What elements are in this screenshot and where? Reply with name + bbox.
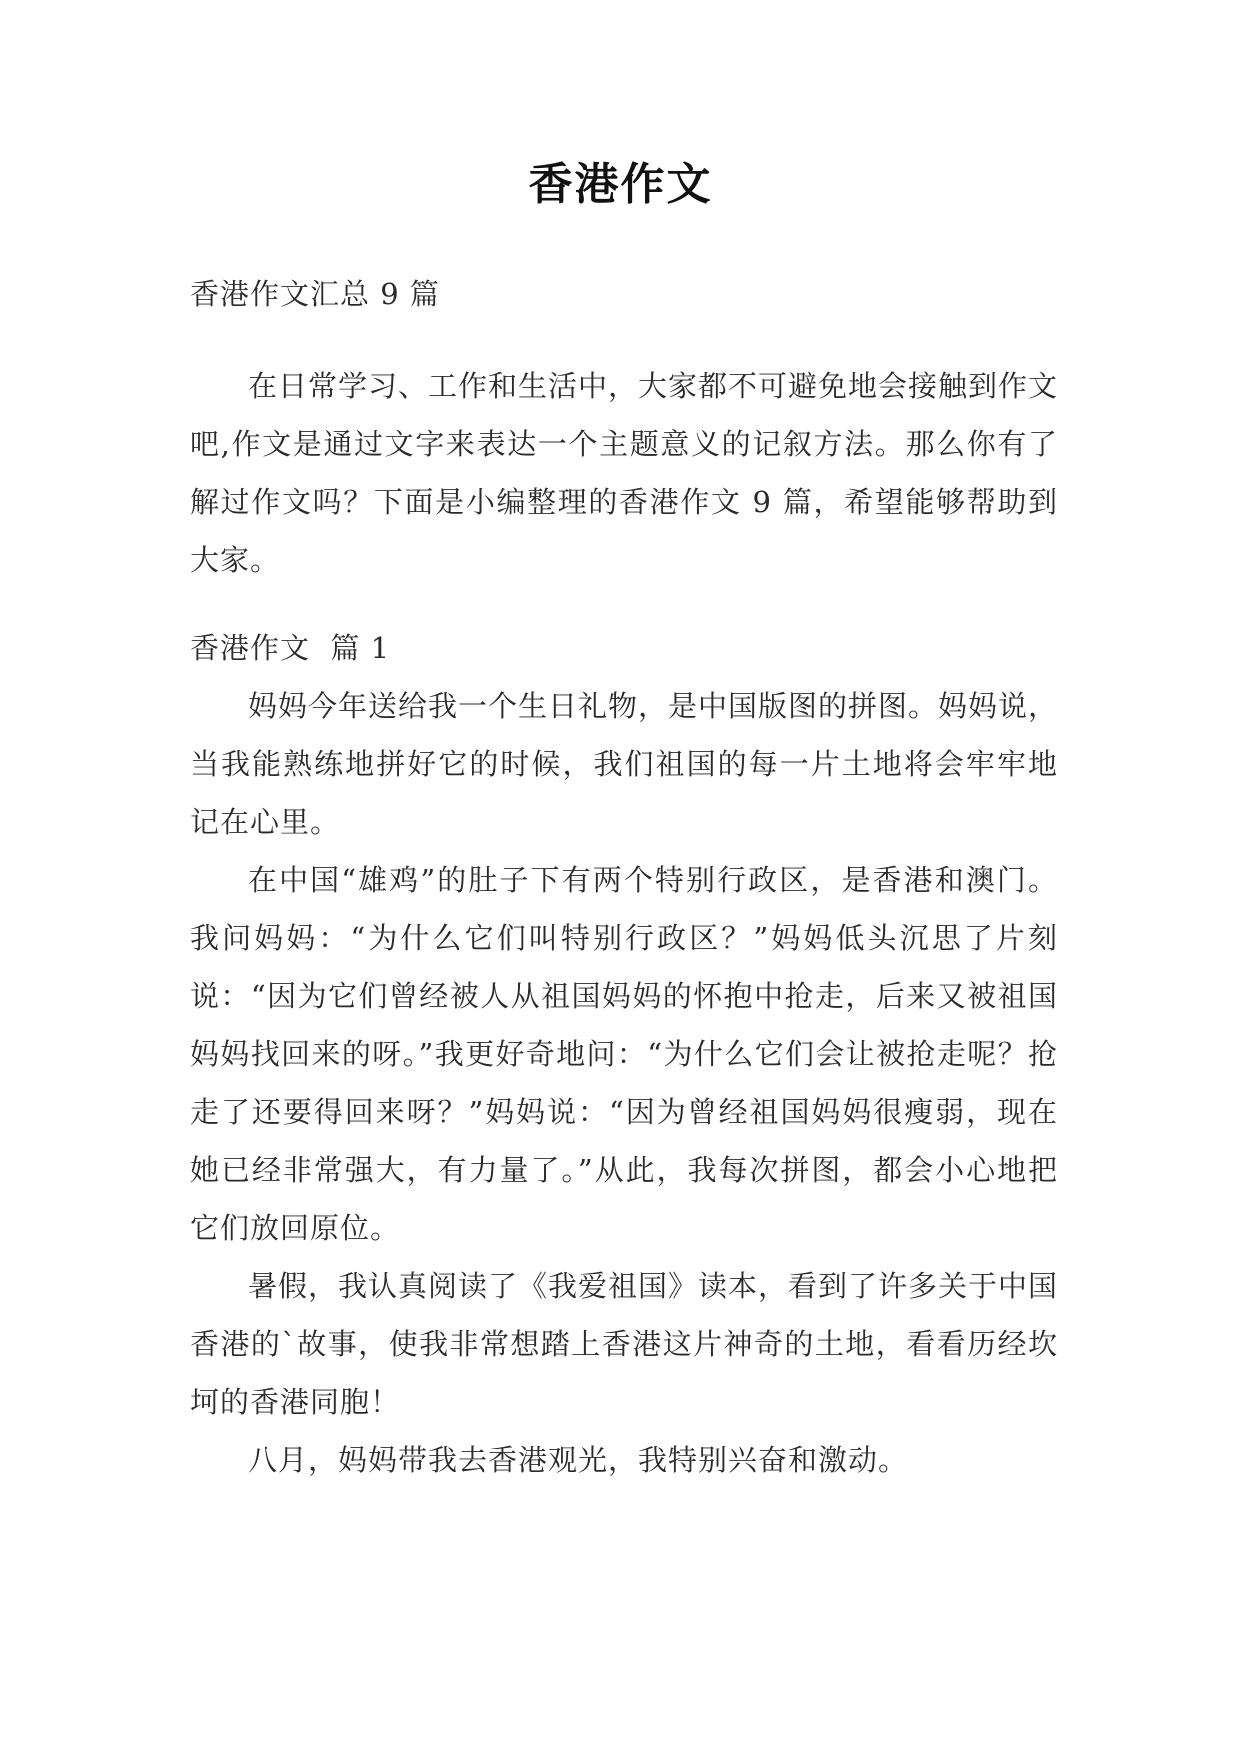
collection-subtitle-block — [190, 265, 1058, 323]
collection-subtitle: 香港作文汇总 9 篇 — [190, 277, 440, 311]
essay-paragraph: 妈妈今年送给我一个生日礼物，是中国版图的拼图。妈妈说，当我能熟练地拼好它的时候，我们祖国的每一片土地将会牢牢地记在心里。 — [190, 689, 1059, 839]
essay-paragraph: 在中国“雄鸡”的肚子下有两个特别行政区，是香港和澳门。我问妈妈：“为什么它们叫特别行政区？”妈妈低头沉思了片刻说：“因为它们曾经被人从祖国妈妈的怀抱中抢走，后来又被祖国妈妈找回来的呀。”我更好奇地问：“为什么它们会让被抢走呢？抢走了还要得回来呀？”妈妈说：“因为曾经祖国妈妈很瘦弱，现在她已经非常强大，有力量了。”从此，我每次拼图，都会小心地把它们放回原位。 — [190, 863, 1058, 1245]
intro-block — [190, 357, 1058, 589]
essay-paragraph: 暑假，我认真阅读了《我爱祖国》读本，看到了许多关于中国香港的`故事，使我非常想踏上香港这片神奇的土地，看看历经坎坷的香港同胞！ — [190, 1269, 1059, 1419]
essay-paragraph: 八月，妈妈带我去香港观光，我特别兴奋和激动。 — [248, 1443, 909, 1477]
intro-paragraph: 在日常学习、工作和生活中，大家都不可避免地会接触到作文吧,作文是通过文字来表达一个主题意义的记叙方法。那么你有了解过作文吗？下面是小编整理的香港作文 9 篇，希望能够帮助到大家。 — [190, 369, 1059, 577]
essay-1-block — [190, 619, 1058, 1489]
document-title: 香港作文 — [528, 159, 713, 210]
essay-heading: 香港作文 篇 1 — [190, 631, 391, 665]
